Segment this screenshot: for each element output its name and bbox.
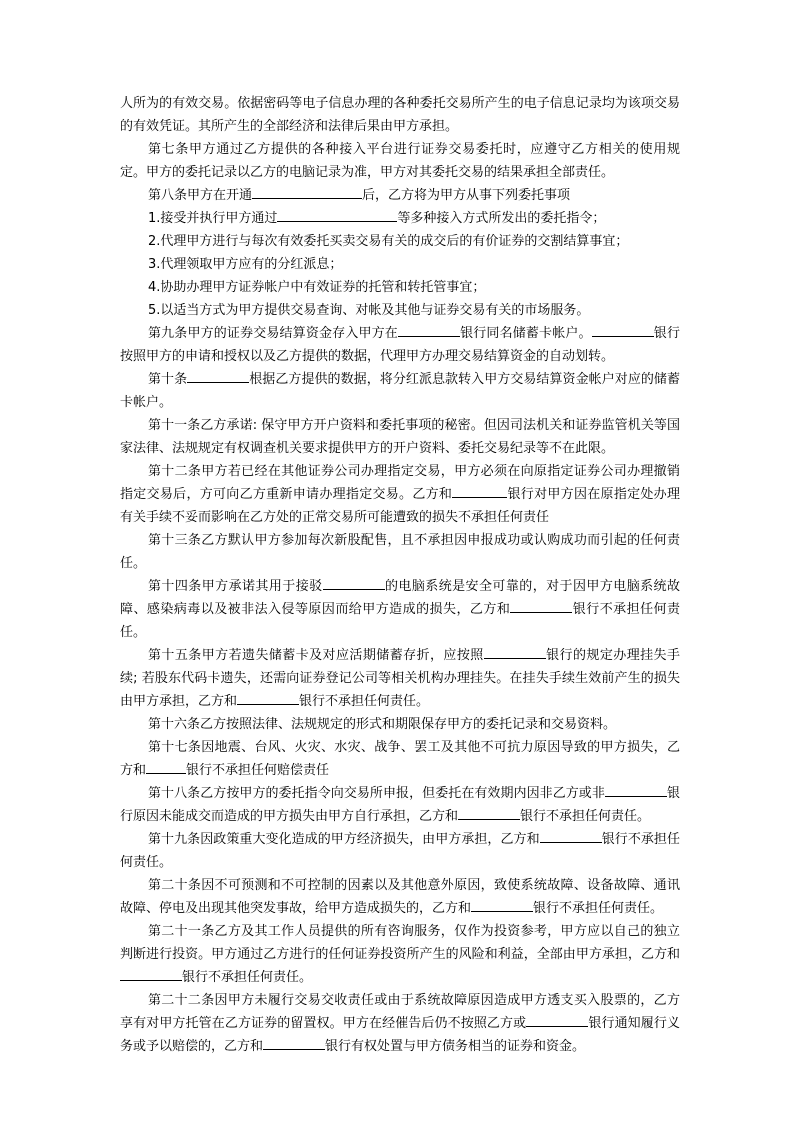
blank-line: [540, 828, 602, 843]
text: 第十一条乙方承诺: 保守甲方开户资料和委托事项的秘密。但因司法机关和证券监管机关等国家法律、法规规定有权调查机关要求提供甲方的开户资料、委托交易纪录等不在此限。: [120, 418, 680, 456]
text: 第七条甲方通过乙方提供的各种接入平台进行证券交易委托时，应遵守乙方相关的使用规定。甲方的委托记录以乙方的电脑记录为准，甲方对其委托交易的结果承担全部责任。: [120, 142, 680, 180]
text: 银行通知履行义务或予以赔偿的，乙方和: [120, 1016, 680, 1054]
article-12: [120, 460, 680, 529]
text: 银行不承担任何责任。: [299, 694, 430, 709]
article-8-item-5: [120, 299, 680, 322]
text: 银行不承担任何责任。: [520, 809, 651, 824]
text: 后，乙方将为甲方从事下列委托事项: [362, 188, 571, 203]
text: 第二十二条因甲方未履行交易交收责任或由于系统故障原因造成甲方透支买入股票的，乙方享有对甲方托管在乙方证券的留置权。甲方在经催告后仍不按照乙方或: [120, 993, 680, 1031]
text: 银行的规定办理挂失手续; 若股东代码卡遗失，还需向证券登记公司等相关机构办理挂失。在挂失手续生效前产生的损失由甲方承担，乙方和: [120, 648, 680, 709]
article-21: [120, 920, 680, 989]
blank-line: [605, 782, 667, 797]
text: 4.协助办理甲方证券帐户中有效证券的托管和转托管事宜；: [148, 280, 486, 295]
text: 银行按照甲方的申请和授权以及乙方提供的数据，代理甲方办理交易结算资金的自动划转。: [120, 326, 680, 364]
blank-line: [187, 368, 249, 383]
blank-line: [237, 690, 299, 705]
text: 2.代理甲方进行与每次有效委托买卖交易有关的成交后的有价证券的交割结算事宜；: [148, 234, 629, 249]
blank-line: [263, 1035, 325, 1050]
text: 银行不承担任何责任。: [120, 602, 680, 640]
text: 1.接受并执行甲方通过: [148, 211, 278, 226]
text: 银行不承担任何赔偿责任: [186, 763, 330, 778]
article-7: [120, 138, 680, 184]
text: 银行有权处置与甲方债务相当的证券和资金。: [325, 1039, 586, 1054]
article-14: [120, 575, 680, 644]
text: 第十六条乙方按照法律、法规规定的形式和期限保存甲方的委托记录和交易资料。: [148, 717, 617, 732]
text: 银行原因未能成交而造成的甲方损失由甲方自行承担，乙方和: [120, 786, 680, 824]
article-8-item-4: [120, 276, 680, 299]
document-page: [120, 92, 680, 1058]
text: 3.代理领取甲方应有的分红派息；: [148, 257, 343, 272]
blank-line: [398, 322, 460, 337]
text: 第十八条乙方按甲方的委托指令向交易所申报，但委托在有效期内因非乙方或非: [148, 786, 605, 801]
text: 人所为的有效交易。依据密码等电子信息办理的各种委托交易所产生的电子信息记录均为该项交易的有效凭证。其所产生的全部经济和法律后果由甲方承担。: [120, 96, 680, 134]
article-13: [120, 529, 680, 575]
text: 根据乙方提供的数据，将分红派息款转入甲方交易结算资金帐户对应的储蓄卡帐户。: [120, 372, 680, 410]
blank-line: [277, 207, 397, 222]
text: 第二十条因不可预测和不可控制的因素以及其他意外原因，致使系统故障、设备故障、通讯故障、停电及出现其他突发事故，给甲方造成损失的，乙方和: [120, 878, 680, 916]
text: 的电脑系统是安全可靠的，对于因甲方电脑系统故障、感染病毒以及被非法入侵等原因而给甲方造成的损失，乙方和: [120, 579, 680, 617]
text: 银行不承担任何责任。: [182, 970, 313, 985]
text: 银行对甲方因在原指定处办理有关手续不妥而影响在乙方处的正常交易所可能遭致的损失不承担任何责任: [120, 487, 680, 525]
blank-line: [471, 897, 533, 912]
text: 第十二条甲方若已经在其他证券公司办理指定交易，甲方必须在向原指定证券公司办理撤销指定交易后，方可向乙方重新申请办理指定交易。乙方和: [120, 464, 680, 502]
text: 第八条甲方在开通: [148, 188, 253, 203]
text: 第十九条因政策重大变化造成的甲方经济损失，由甲方承担，乙方和: [148, 832, 540, 847]
article-8: [120, 184, 680, 207]
blank-line: [526, 1012, 588, 1027]
article-19: [120, 828, 680, 874]
article-8-item-1: [120, 207, 680, 230]
blank-line: [252, 184, 362, 199]
text: 等多种接入方式所发出的委托指令；: [397, 211, 606, 226]
blank-line: [146, 759, 186, 774]
blank-line: [592, 322, 654, 337]
text: 第十七条因地震、台风、火灾、水灾、战争、罢工及其他不可抗力原因导致的甲方损失，乙方和: [120, 740, 680, 778]
article-18: [120, 782, 680, 828]
article-9: [120, 322, 680, 368]
article-15: [120, 644, 680, 713]
article-17: [120, 736, 680, 782]
text: 第十条: [148, 372, 188, 387]
blank-line: [484, 644, 546, 659]
blank-line: [323, 575, 385, 590]
text: 5.以适当方式为甲方提供交易查询、对帐及其他与证券交易有关的市场服务。: [148, 303, 590, 318]
paragraph-continuation: [120, 92, 680, 138]
article-11: [120, 414, 680, 460]
article-22: [120, 989, 680, 1058]
article-8-item-3: [120, 253, 680, 276]
text: 第十四条甲方承诺其用于接驳: [148, 579, 323, 594]
article-16: [120, 713, 680, 736]
blank-line: [510, 598, 572, 613]
blank-line: [458, 805, 520, 820]
text: 第十五条甲方若遗失储蓄卡及对应活期储蓄存折，应按照: [148, 648, 484, 663]
blank-line: [120, 966, 182, 981]
text: 银行不承担任何责任。: [120, 832, 680, 870]
text: 银行同名储蓄卡帐户。: [459, 326, 592, 341]
article-20: [120, 874, 680, 920]
text: 第九条甲方的证券交易结算资金存入甲方在: [148, 326, 398, 341]
article-8-item-2: [120, 230, 680, 253]
article-10: [120, 368, 680, 414]
blank-line: [452, 483, 507, 498]
text: 银行不承担任何责任。: [533, 901, 664, 916]
text: 第十三条乙方默认甲方参加每次新股配售，且不承担因申报成功或认购成功而引起的任何责任。: [120, 533, 680, 571]
text: 第二十一条乙方及其工作人员提供的所有咨询服务，仅作为投资参考，甲方应以自己的独立判断进行投资。甲方通过乙方进行的任何证券投资所产生的风险和利益，全部由甲方承担，乙方和: [120, 924, 680, 962]
